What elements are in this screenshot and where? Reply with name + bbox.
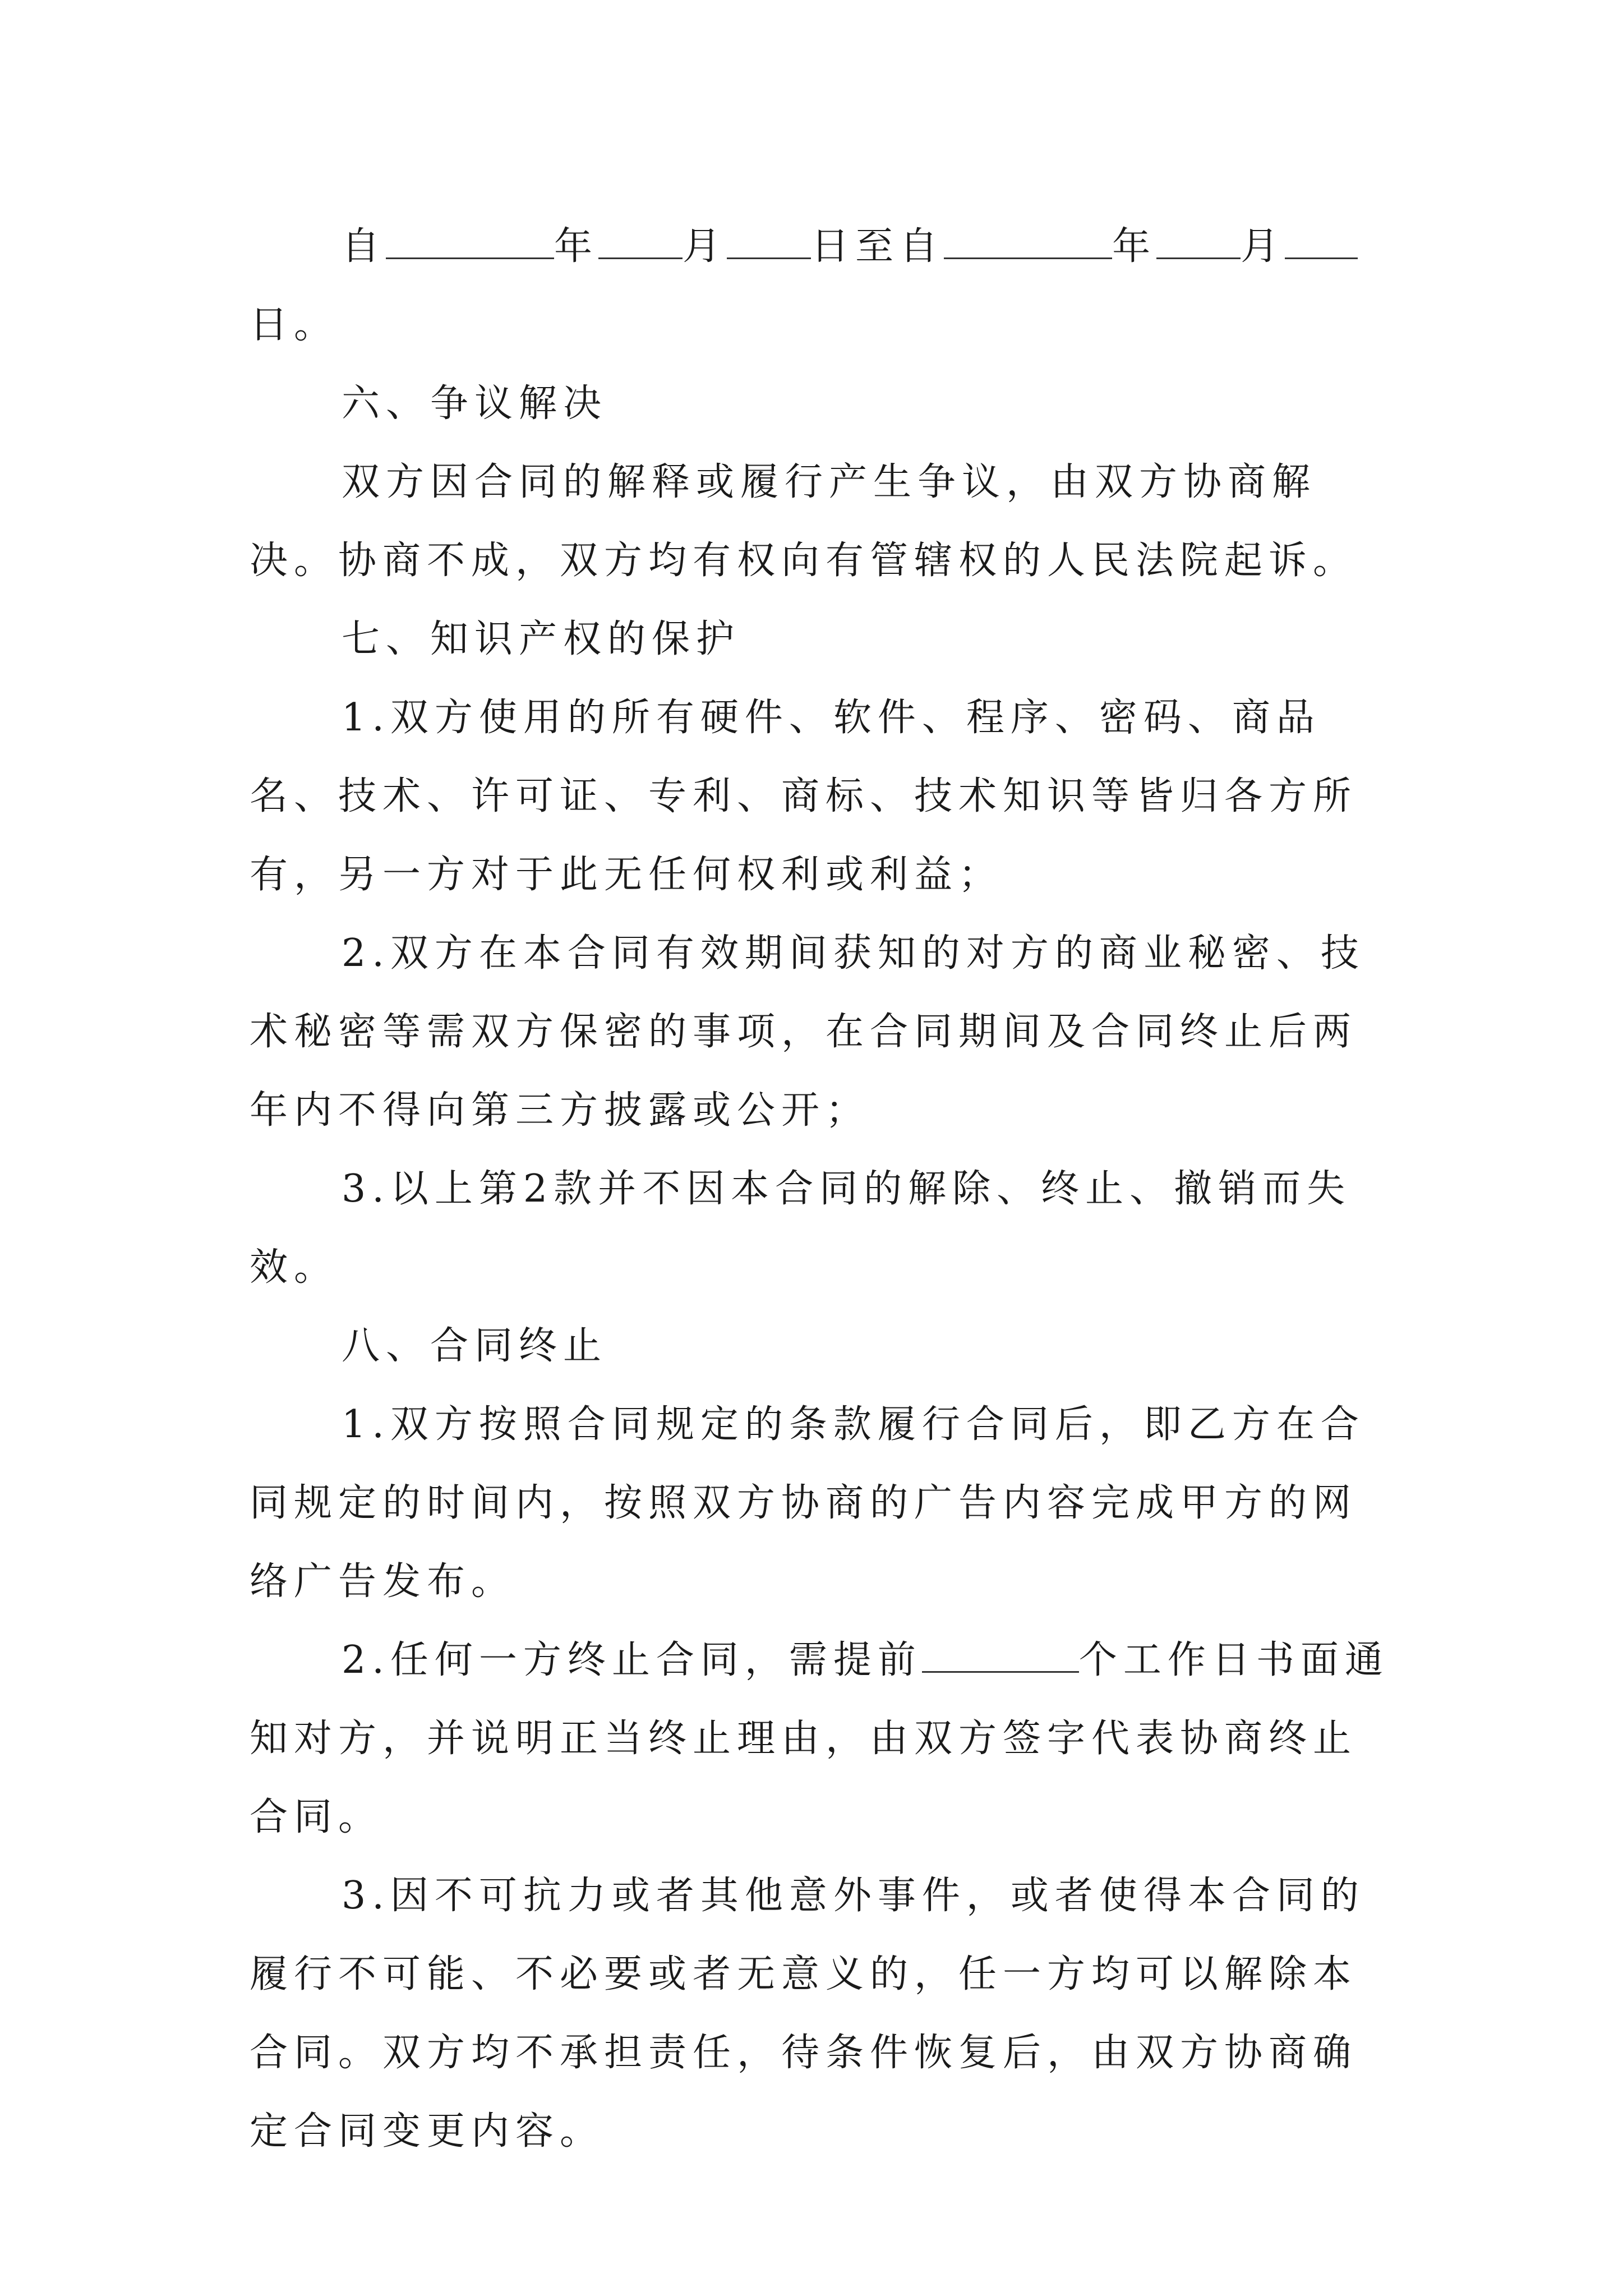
section-7-item-2: 2.双方在本合同有效期间获知的对方的商业秘密、技术秘密等需双方保密的事项，在合同期间及合同终止后两年内不得向第三方披露或公开； — [250, 931, 1365, 1133]
blank-start-day[interactable] — [727, 224, 811, 259]
term-text-end-year: 年 — [1112, 224, 1157, 269]
blank-start-year[interactable] — [386, 224, 554, 259]
term-text-end-day: 日。 — [250, 303, 339, 347]
section-8-item-3: 3.因不可抗力或者其他意外事件，或者使得本合同的履行不可能、不必要或者无意义的，任一方均可以解除本合同。双方均不承担责任，待条件恢复后，由双方协商确定合同变更内容。 — [250, 1874, 1365, 2154]
blank-end-year[interactable] — [944, 224, 1112, 259]
section-8-item-1: 1.双方按照合同规定的条款履行合同后，即乙方在合同规定的时间内，按照双方协商的广告内容完成甲方的网络广告发布。 — [250, 1402, 1365, 1604]
section-7-item-1: 1.双方使用的所有硬件、软件、程序、密码、商品名、技术、许可证、专利、商标、技术知识等皆归各方所有，另一方对于此无任何权利或利益； — [250, 696, 1358, 897]
term-text-year: 年 — [554, 224, 599, 269]
term-text-month: 月 — [683, 224, 727, 269]
term-text-from: 自 — [342, 224, 386, 269]
document-body — [250, 208, 1399, 2171]
contract-term-line — [250, 208, 1399, 365]
blank-end-month[interactable] — [1156, 224, 1241, 259]
section-8-heading: 八、合同终止 — [342, 1324, 608, 1368]
section-8-item-2 — [250, 1621, 1399, 1857]
section-6-body: 双方因合同的解释或履行产生争议，由双方协商解决。协商不成，双方均有权向有管辖权的人民法院起诉。 — [250, 460, 1358, 583]
blank-start-month[interactable] — [598, 224, 683, 259]
section-7-item-3: 3.以上第2款并不因本合同的解除、终止、撤销而失效。 — [250, 1167, 1352, 1290]
term-text-day-to: 日至自 — [811, 224, 944, 269]
section-6-heading: 六、争议解决 — [342, 381, 608, 426]
term-text-end-month: 月 — [1241, 224, 1285, 269]
section-8-item-2-after: 个工作日书面通知对方，并说明正当终止理由，由双方签字代表协商终止合同。 — [250, 1638, 1389, 1839]
section-8-item-2-before: 2.任何一方终止合同，需提前 — [342, 1638, 922, 1682]
section-7-heading: 七、知识产权的保护 — [342, 617, 741, 661]
blank-notice-days[interactable] — [922, 1637, 1079, 1673]
blank-end-day[interactable] — [1285, 224, 1358, 259]
